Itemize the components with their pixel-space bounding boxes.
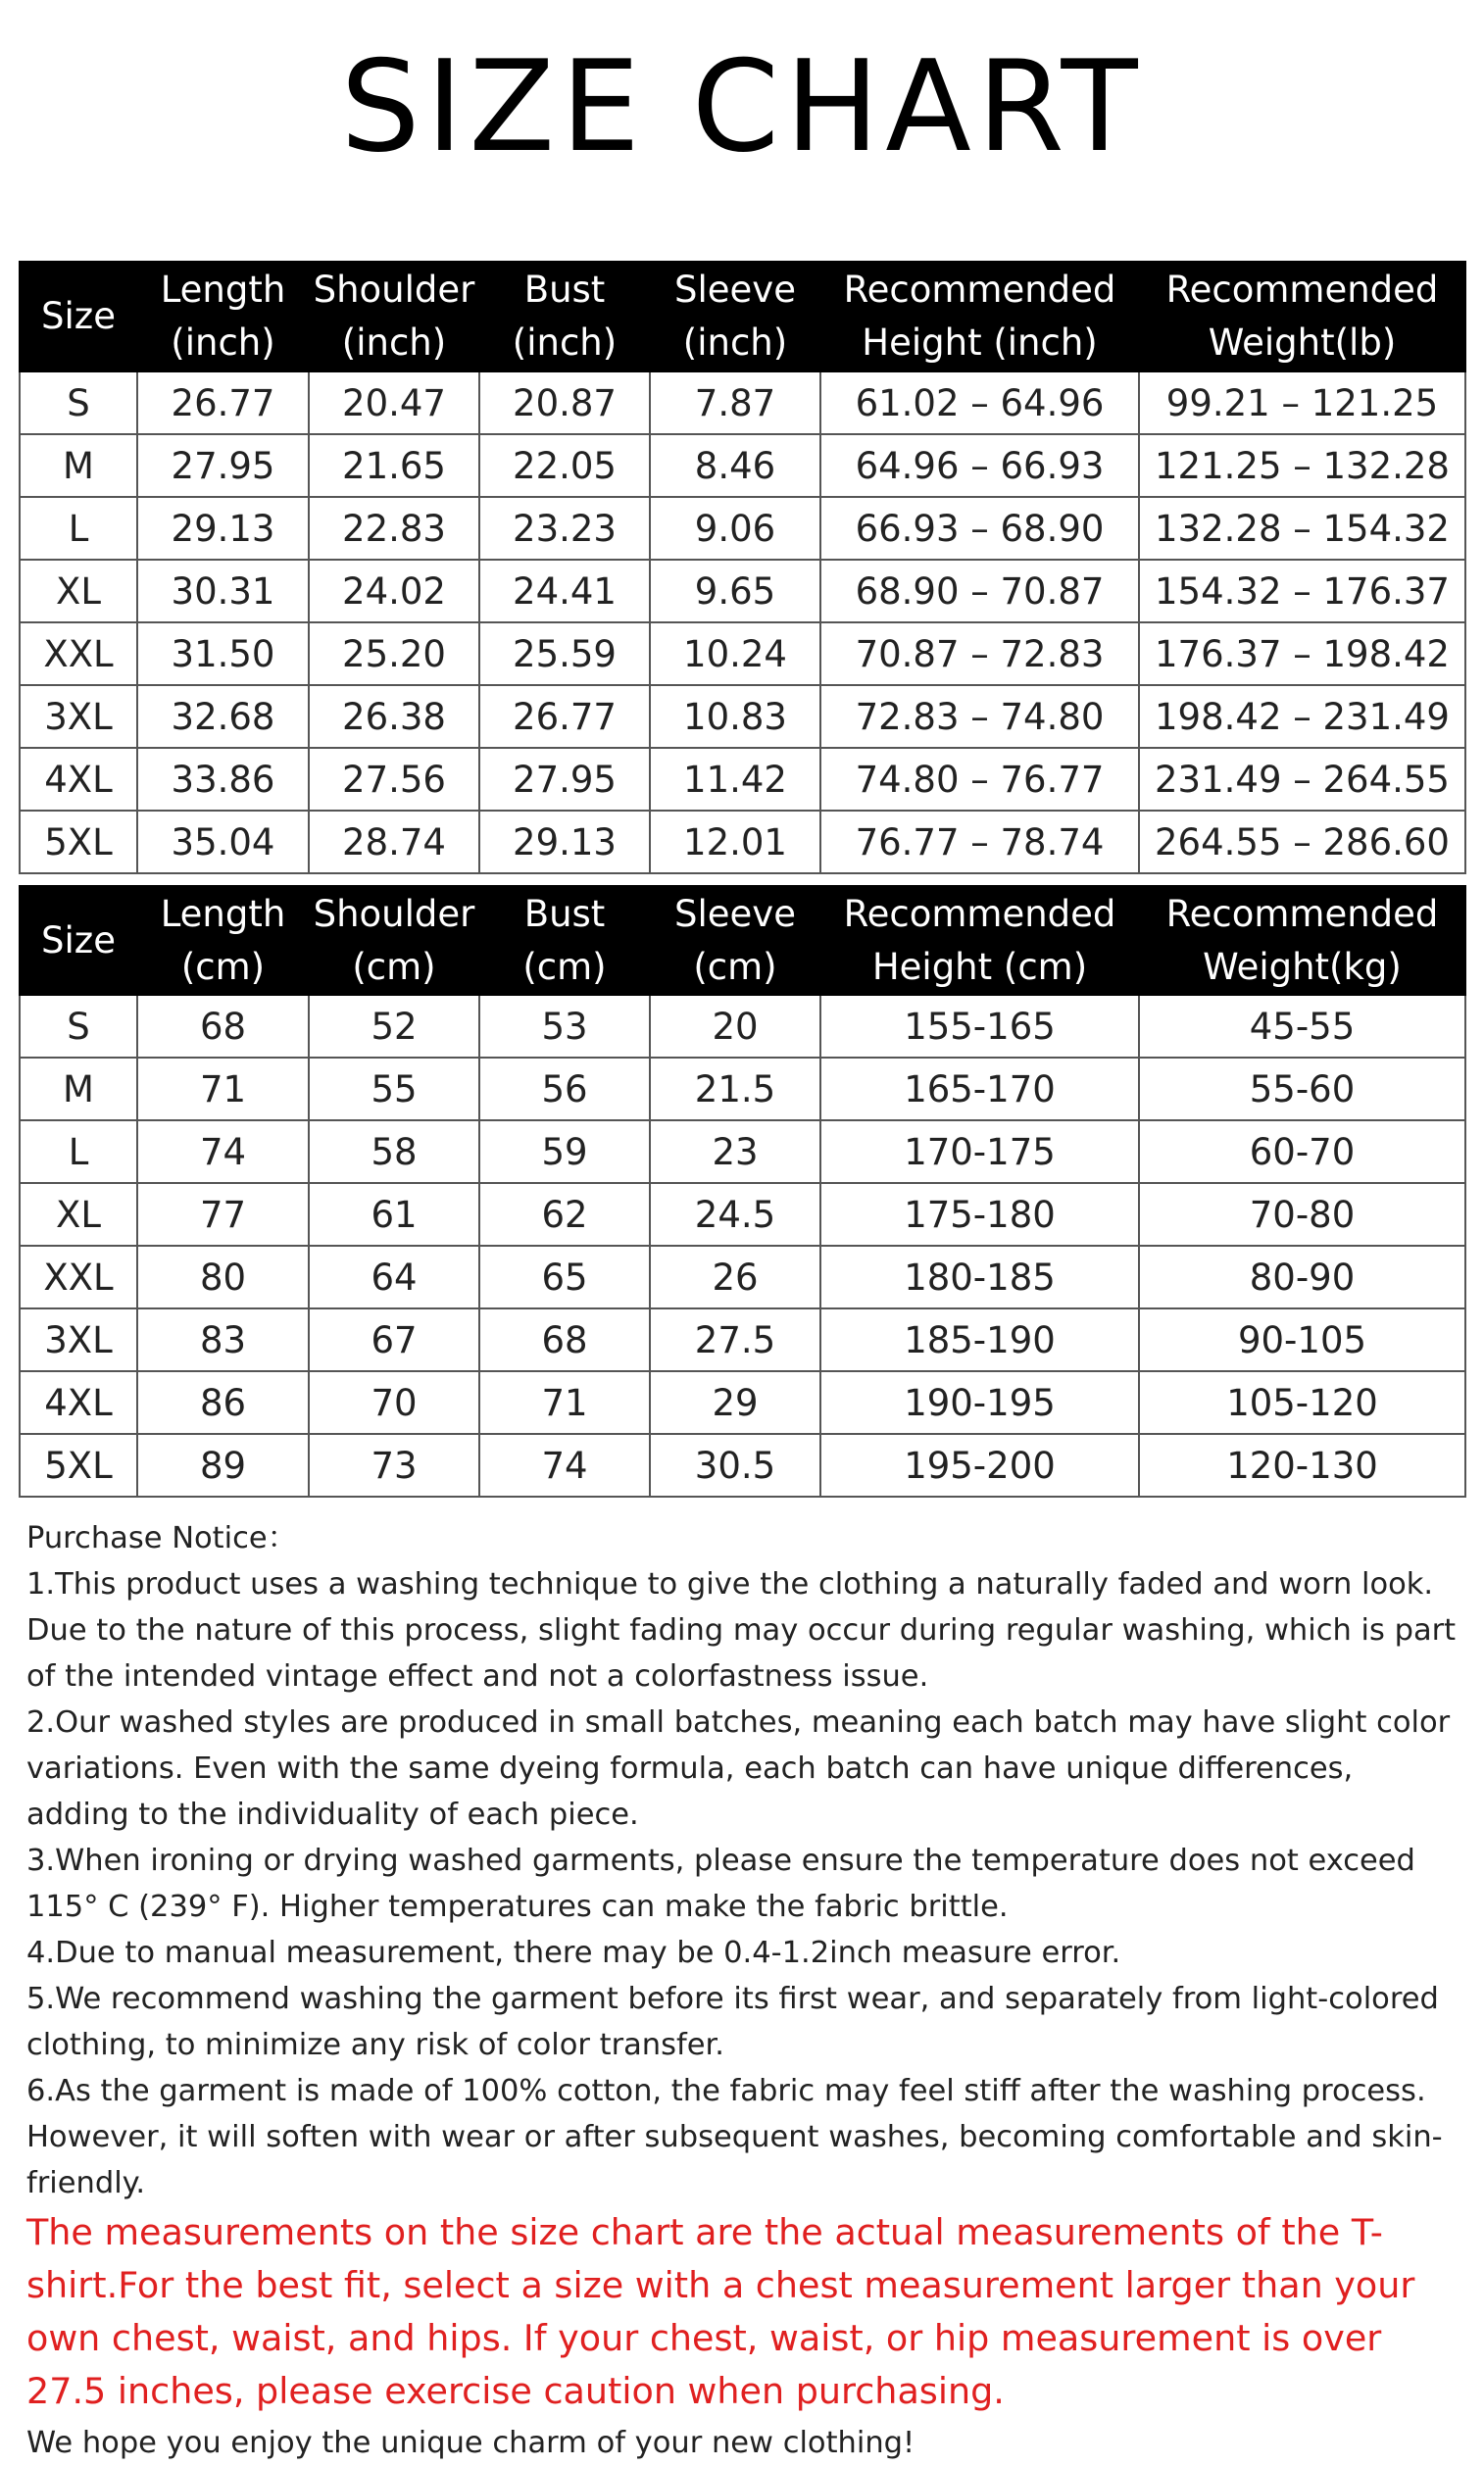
table-cell: 20.47 [309, 371, 479, 434]
size-cell: 4XL [20, 1371, 137, 1434]
header-cell-bust [479, 262, 650, 371]
table-row [20, 1434, 1465, 1497]
notice-item-5: 5.We recommend washing the garment before its first wear, and separately from light-colored clothing, to minimize any risk of color transfer. [26, 1982, 1439, 2062]
table-cell: 68 [137, 995, 309, 1058]
table-cell: 74.80 – 76.77 [820, 748, 1139, 811]
table-cell: 24.5 [650, 1183, 820, 1246]
table-cell: 28.74 [309, 811, 479, 873]
header-cell-sleeve [650, 262, 820, 371]
notice-item-6: 6.As the garment is made of 100% cotton, the fabric may feel stiff after the washing process. However, it will soften with wear or after subsequent washes, becoming comfortable and skin-friendly. [26, 2074, 1443, 2200]
purchase-notice [26, 1515, 1462, 2466]
size-cell: 5XL [20, 811, 137, 873]
size-cell: XXL [20, 622, 137, 685]
table-cell: 10.83 [650, 685, 820, 748]
header-unit: Weight(kg) [1203, 945, 1402, 988]
table-cell: 20 [650, 995, 820, 1058]
table-cell: 23.23 [479, 497, 650, 560]
header-text: Length [160, 892, 286, 935]
header-cell-height [820, 262, 1139, 371]
size-cell: XL [20, 1183, 137, 1246]
table-cell: 154.32 – 176.37 [1139, 560, 1465, 622]
table-cell: 27.95 [137, 434, 309, 497]
size-cell: XXL [20, 1246, 137, 1308]
size-cell: S [20, 995, 137, 1058]
table-cell: 180-185 [820, 1246, 1139, 1308]
table-cell: 31.50 [137, 622, 309, 685]
size-cell: L [20, 497, 137, 560]
header-text: Recommended [1165, 892, 1439, 935]
notice-heading: Purchase Notice： [26, 1521, 298, 1555]
table-cell: 68.90 – 70.87 [820, 560, 1139, 622]
measurement-warning: The measurements on the size chart are the actual measurements of the T-shirt.For the best fit, select a size with a chest measurement larger than your own chest, waist, and hips. If your chest, waist, or hip measurement is over 27.5 inches, please exercise caution when purchasing. [26, 2211, 1415, 2412]
header-unit: Height (inch) [862, 321, 1098, 364]
table-cell: 65 [479, 1246, 650, 1308]
size-cell: 4XL [20, 748, 137, 811]
page-title: SIZE CHART [340, 34, 1144, 180]
table-row [20, 434, 1465, 497]
table-cell: 33.86 [137, 748, 309, 811]
table-cell: 121.25 – 132.28 [1139, 434, 1465, 497]
table-row [20, 1308, 1465, 1371]
table-cell: 175-180 [820, 1183, 1139, 1246]
inch-table-body [20, 371, 1465, 873]
header-cell-sleeve [650, 886, 820, 995]
table-cell: 80-90 [1139, 1246, 1465, 1308]
table-row [20, 1120, 1465, 1183]
header-text: Shoulder [313, 269, 475, 311]
header-cell-shoulder [309, 262, 479, 371]
header-unit: (cm) [693, 945, 777, 988]
table-cell: 176.37 – 198.42 [1139, 622, 1465, 685]
table-cell: 52 [309, 995, 479, 1058]
table-cell: 27.5 [650, 1308, 820, 1371]
table-cell: 53 [479, 995, 650, 1058]
header-cell-shoulder [309, 886, 479, 995]
table-cell: 22.05 [479, 434, 650, 497]
table-cell: 86 [137, 1371, 309, 1434]
table-cell: 26 [650, 1246, 820, 1308]
table-cell: 22.83 [309, 497, 479, 560]
header-text: Sleeve [674, 892, 796, 935]
table-cell: 24.02 [309, 560, 479, 622]
table-cell: 9.06 [650, 497, 820, 560]
header-cell-length [137, 886, 309, 995]
table-cell: 11.42 [650, 748, 820, 811]
table-cell: 264.55 – 286.60 [1139, 811, 1465, 873]
table-cell: 231.49 – 264.55 [1139, 748, 1465, 811]
header-text: Length [160, 269, 286, 311]
table-cell: 56 [479, 1058, 650, 1120]
table-cell: 74 [479, 1434, 650, 1497]
table-cell: 132.28 – 154.32 [1139, 497, 1465, 560]
table-cell: 20.87 [479, 371, 650, 434]
table-cell: 32.68 [137, 685, 309, 748]
table-row [20, 560, 1465, 622]
table-cell: 7.87 [650, 371, 820, 434]
header-unit: (cm) [352, 945, 436, 988]
table-cell: 30.31 [137, 560, 309, 622]
size-cell: L [20, 1120, 137, 1183]
table-cell: 61 [309, 1183, 479, 1246]
table-cell: 55 [309, 1058, 479, 1120]
table-cell: 10.24 [650, 622, 820, 685]
table-cell: 68 [479, 1308, 650, 1371]
table-cell: 170-175 [820, 1120, 1139, 1183]
header-text: Size [41, 295, 116, 337]
table-cell: 74 [137, 1120, 309, 1183]
table-cell: 61.02 – 64.96 [820, 371, 1139, 434]
table-cell: 25.59 [479, 622, 650, 685]
table-cell: 64.96 – 66.93 [820, 434, 1139, 497]
header-text: Size [41, 918, 116, 962]
table-cell: 70.87 – 72.83 [820, 622, 1139, 685]
notice-item-3: 3.When ironing or drying washed garments, please ensure the temperature does not exceed 115° C (239° F). Higher temperatures can make the fabric brittle. [26, 1844, 1415, 1924]
header-text: Bust [523, 892, 606, 935]
table-cell: 72.83 – 74.80 [820, 685, 1139, 748]
header-text: Sleeve [674, 269, 796, 311]
header-unit: (inch) [512, 321, 618, 364]
table-row [20, 1246, 1465, 1308]
table-row [20, 995, 1465, 1058]
table-cell: 12.01 [650, 811, 820, 873]
size-cell: XL [20, 560, 137, 622]
table-cell: 27.95 [479, 748, 650, 811]
header-text: Recommended [1165, 269, 1439, 311]
table-header-row [20, 886, 1465, 995]
size-cell: S [20, 371, 137, 434]
table-row [20, 622, 1465, 685]
table-cell: 27.56 [309, 748, 479, 811]
header-unit: (cm) [180, 945, 266, 988]
cm-size-table [19, 885, 1466, 1498]
header-text: Shoulder [313, 892, 475, 935]
table-cell: 8.46 [650, 434, 820, 497]
table-cell: 70 [309, 1371, 479, 1434]
table-cell: 89 [137, 1434, 309, 1497]
header-text: Recommended [843, 269, 1116, 311]
table-cell: 29.13 [137, 497, 309, 560]
size-cell: M [20, 434, 137, 497]
header-cell-bust [479, 886, 650, 995]
table-row [20, 685, 1465, 748]
table-cell: 76.77 – 78.74 [820, 811, 1139, 873]
size-cell: 5XL [20, 1434, 137, 1497]
table-cell: 21.5 [650, 1058, 820, 1120]
table-row [20, 1371, 1465, 1434]
table-cell: 62 [479, 1183, 650, 1246]
table-cell: 83 [137, 1308, 309, 1371]
table-cell: 165-170 [820, 1058, 1139, 1120]
cm-table-body [20, 995, 1465, 1497]
table-cell: 64 [309, 1246, 479, 1308]
table-cell: 80 [137, 1246, 309, 1308]
table-cell: 77 [137, 1183, 309, 1246]
table-cell: 24.41 [479, 560, 650, 622]
notice-item-4: 4.Due to manual measurement, there may be 0.4-1.2inch measure error. [26, 1936, 1121, 1970]
table-cell: 190-195 [820, 1371, 1139, 1434]
header-cell-weight [1139, 886, 1465, 995]
table-cell: 29 [650, 1371, 820, 1434]
table-cell: 70-80 [1139, 1183, 1465, 1246]
table-cell: 58 [309, 1120, 479, 1183]
table-row [20, 497, 1465, 560]
table-row [20, 1058, 1465, 1120]
table-cell: 90-105 [1139, 1308, 1465, 1371]
header-unit: (inch) [171, 321, 275, 364]
header-cell-size [20, 262, 137, 371]
table-row [20, 371, 1465, 434]
header-unit: (cm) [522, 945, 607, 988]
size-cell: 3XL [20, 685, 137, 748]
table-cell: 185-190 [820, 1308, 1139, 1371]
table-header-row [20, 262, 1465, 371]
header-cell-length [137, 262, 309, 371]
inch-size-table [19, 261, 1466, 874]
table-cell: 23 [650, 1120, 820, 1183]
table-cell: 25.20 [309, 622, 479, 685]
table-cell: 198.42 – 231.49 [1139, 685, 1465, 748]
header-unit: (inch) [682, 321, 788, 364]
table-cell: 105-120 [1139, 1371, 1465, 1434]
notice-item-2: 2.Our washed styles are produced in small batches, meaning each batch may have slight color variations. Even with the same dyeing formula, each batch can have unique differences, adding to the individuality of each piece. [26, 1705, 1451, 1832]
table-cell: 59 [479, 1120, 650, 1183]
closing-message: We hope you enjoy the unique charm of your new clothing! [26, 2426, 915, 2460]
table-cell: 35.04 [137, 811, 309, 873]
table-cell: 26.77 [479, 685, 650, 748]
table-cell: 60-70 [1139, 1120, 1465, 1183]
table-cell: 71 [137, 1058, 309, 1120]
table-cell: 26.77 [137, 371, 309, 434]
header-cell-weight [1139, 262, 1465, 371]
table-cell: 45-55 [1139, 995, 1465, 1058]
table-cell: 155-165 [820, 995, 1139, 1058]
table-cell: 99.21 – 121.25 [1139, 371, 1465, 434]
table-cell: 29.13 [479, 811, 650, 873]
table-row [20, 811, 1465, 873]
size-cell: 3XL [20, 1308, 137, 1371]
table-cell: 30.5 [650, 1434, 820, 1497]
size-cell: M [20, 1058, 137, 1120]
notice-item-1: 1.This product uses a washing technique to give the clothing a naturally faded and worn look. Due to the nature of this process, slight fading may occur during regular washing, which is part of the intended vintage effect and not a colorfastness issue. [26, 1567, 1457, 1694]
table-row [20, 748, 1465, 811]
table-row [20, 1183, 1465, 1246]
header-unit: (inch) [341, 321, 447, 364]
header-unit: Weight(lb) [1208, 321, 1397, 364]
table-cell: 66.93 – 68.90 [820, 497, 1139, 560]
header-text: Bust [523, 269, 606, 311]
table-cell: 21.65 [309, 434, 479, 497]
table-cell: 9.65 [650, 560, 820, 622]
table-cell: 26.38 [309, 685, 479, 748]
table-cell: 120-130 [1139, 1434, 1465, 1497]
table-cell: 71 [479, 1371, 650, 1434]
table-cell: 195-200 [820, 1434, 1139, 1497]
table-cell: 73 [309, 1434, 479, 1497]
header-cell-size [20, 886, 137, 995]
header-cell-height [820, 886, 1139, 995]
header-text: Recommended [843, 892, 1116, 935]
table-cell: 67 [309, 1308, 479, 1371]
header-unit: Height (cm) [871, 945, 1088, 988]
table-cell: 55-60 [1139, 1058, 1465, 1120]
